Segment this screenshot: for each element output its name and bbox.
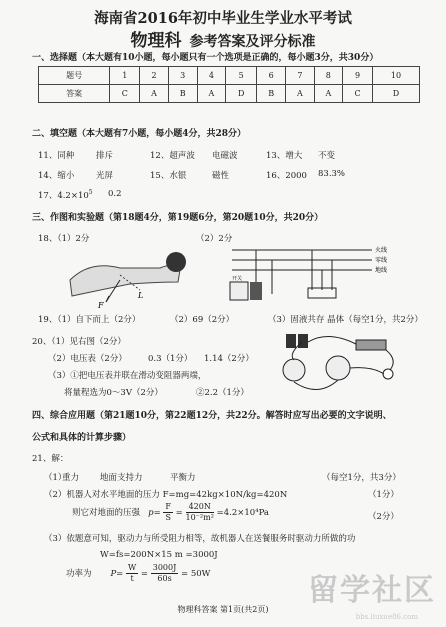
watermark-url: bbs.liuxue86.com [355,613,418,621]
subtitle-text: 参考答案及评分标准 [189,34,316,50]
switch-label: 开关 [232,276,243,282]
answer-text: 不变 [318,151,336,161]
table-cell: B [257,85,286,103]
answer-text: 14、缩小 [38,171,75,181]
table-cell: C [110,85,140,103]
answer-text: 磁性 [212,171,230,181]
formula-result: = 50W [181,569,211,579]
table-cell: D [372,85,419,103]
experiment-circuit-figure [268,330,408,402]
fraction [163,502,173,523]
subject-name: 物理科 [130,31,182,51]
answer-text: 排斥 [96,151,114,161]
q21-part1-c: 平衡力 [170,473,196,483]
q19-part3: （3）固液共存 晶体（每空1分，共2分） [268,315,423,325]
fraction-num: W [127,563,137,572]
answer-text: 16、2000 [266,171,307,181]
q19-part2: （2）69（2分） [170,315,235,325]
fraction-den: 10⁻²m² [185,513,214,522]
table-cell: B [168,85,197,103]
formula-prefix: 功率为 [66,569,92,579]
answer-text: 光屏 [96,171,114,181]
fraction-num: 420N [186,502,214,513]
wire-label-live: 火线 [375,247,388,254]
q21-part3: （3）依题意可知，驱动力与所受阻力相等，故机器人在送餐服务时驱动力所做的功 [44,534,356,544]
wire-label-ground: 地线 [375,267,388,274]
q20-part3-c: ②2.2（1分） [196,388,249,398]
q20-part2-c: 1.14（2分） [204,354,254,364]
table-cell: A [286,85,314,103]
row-label: 题号 [39,67,110,85]
q21-part1-a: 重力 [62,473,80,483]
formula-prefix: 则它对地面的压强 [72,508,141,518]
answer-17-value: 17、4.2×10 [38,191,89,201]
q21-part2b-score: （2分） [368,512,399,522]
answer-text [38,189,93,201]
section4-heading: 四、综合应用题（第21题10分，第22题12分，共22分。解答时应写出必要的文字说明、 [32,411,392,421]
section3-heading: 三、作图和实验题（第18题4分，第19题6分，第20题10分，共20分） [32,213,324,223]
watermark-logo: 留学社区 [308,573,436,608]
page-footer: 物理科答案 第1页(共2页) [177,605,269,614]
q21-pressure-formula: 则它对地面的压强 p= $\frac{F}{S}$ = $\frac{420N}{\text{10⁻²m²}}$ =4.2×10⁴Pa [72,502,269,522]
q20-part1: 20、（1）见右图（2分） [32,337,126,347]
q21-part1-b: 地面支持力 [100,473,143,483]
wire-label-neutral: 零线 [375,257,388,264]
q19-part1: 19、（1）自下而上（2分） [38,315,141,325]
table-cell: 9 [343,67,373,85]
formula-result: =4.2×10⁴Pa [216,508,269,518]
section2-heading: 二、填空题（本大题有7小题，每小题4分，共28分） [32,129,247,139]
section4-heading-cont: 公式和具体的计算步骤） [32,433,132,443]
table-cell: 10 [372,67,419,85]
table-row [39,67,420,85]
answer-text: 0.2 [108,189,122,199]
fraction-den: 60s [157,574,172,583]
fraction-den: t [130,574,134,583]
table-cell: A [314,85,342,103]
q21-part2-score: （1分） [368,490,399,500]
table-cell: 2 [140,67,168,85]
q21-work-formula: W=fs=200N×15 m =3000J [100,550,218,560]
fraction-den: S [165,513,171,522]
q21-label: 21、解： [32,454,69,464]
table-cell: 4 [197,67,225,85]
row-label: 答案 [39,85,110,103]
fraction [151,563,179,584]
table-cell: D [226,85,257,103]
answer-text: 11、同种 [38,151,75,161]
q21-part1-score: （每空1分，共3分） [322,473,401,483]
table-cell: 5 [226,67,257,85]
q18-part2: （2）2分 [196,234,233,244]
q21-part2: （2）机器人对水平地面的压力 F=mg=42kg×10N/kg=420N [44,490,288,500]
fraction-num: 3000J [152,563,177,572]
q20-part3-a: （3）①把电压表并联在滑动变阻器两端， [48,371,207,381]
label-F: F [98,301,104,310]
exam-title: 海南省2016年初中毕业生学业水平考试 [94,10,352,27]
answer-text: 12、超声波 [150,151,195,161]
fraction-num: F [165,502,171,511]
answer-text: 15、水银 [150,171,187,181]
q20-part2-b: 0.3（1分） [148,354,193,364]
answer-table [38,66,420,103]
table-cell: 8 [314,67,342,85]
answer-text: 13、增大 [266,151,303,161]
table-cell: 7 [286,67,314,85]
section1-heading: 一、选择题（本大题有10小题，每小题只有一个选项是正确的，每小题3分，共30分） [32,53,379,63]
formula-P: P= [110,569,124,579]
answer-text: 电磁波 [212,151,238,161]
table-cell: A [197,85,225,103]
table-cell: 6 [257,67,286,85]
exponent: 5 [88,189,93,197]
table-row [39,85,420,103]
fraction [126,563,138,584]
label-L: L [138,291,144,300]
exam-subtitle [0,26,446,51]
arm-lever-figure [60,240,200,310]
table-cell: C [343,85,373,103]
q18-part1: 18、（1）2分 [38,234,90,244]
table-cell: 1 [110,67,140,85]
house-wiring-figure [222,242,402,304]
formula-p: p= [148,508,161,518]
table-cell: A [140,85,168,103]
answer-text: 83.3% [318,169,346,179]
q20-part2-a: （2）电压表（2分） [48,354,127,364]
q21-power-formula: 功率为 P= $\frac{W}{t}$ = $\frac{3000J}{60s}$ = 50W [66,563,211,583]
q21-part1-num: （1） [44,473,67,483]
fraction [186,502,214,523]
q20-part3-b: 将量程选为0～3V（2分） [64,388,163,398]
table-cell: 3 [168,67,197,85]
